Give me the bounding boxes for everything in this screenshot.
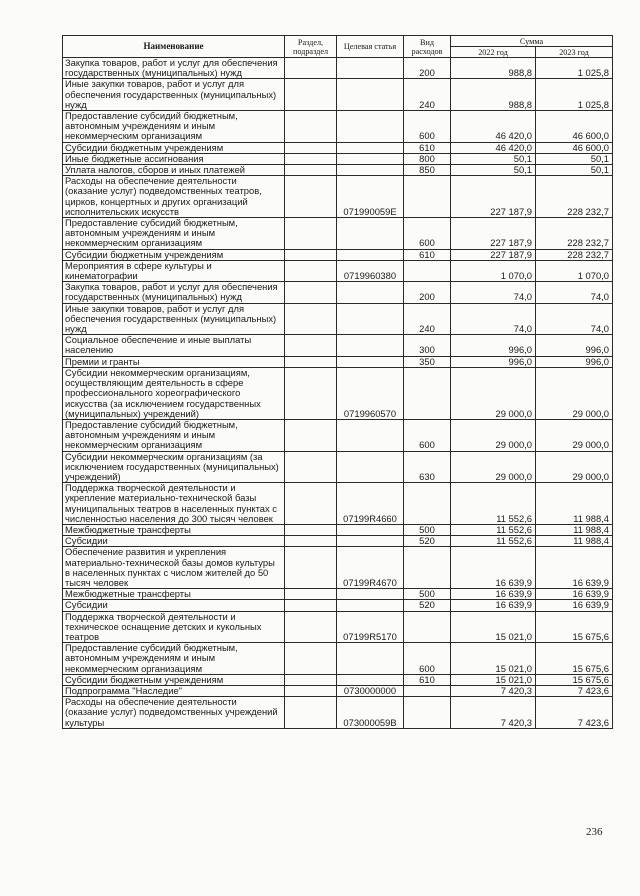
cell-sum-2023: 15 675,6 — [536, 611, 613, 643]
cell-sum-2022: 46 420,0 — [451, 111, 536, 143]
cell-section — [285, 356, 337, 367]
cell-sum-2022: 29 000,0 — [451, 419, 536, 451]
cell-sum-2022: 11 552,6 — [451, 536, 536, 547]
cell-expense-type — [404, 685, 451, 696]
cell-section — [285, 79, 337, 111]
cell-name: Межбюджетные трансферты — [63, 589, 285, 600]
cell-expense-type — [404, 483, 451, 525]
cell-expense-type — [404, 176, 451, 218]
cell-section — [285, 643, 337, 675]
table-row — [63, 111, 613, 143]
cell-section — [285, 282, 337, 303]
cell-name: Иные бюджетные ассигнования — [63, 153, 285, 164]
table-row — [63, 79, 613, 111]
table-row — [63, 142, 613, 153]
table-row — [63, 303, 613, 335]
cell-sum-2022: 996,0 — [451, 356, 536, 367]
cell-sum-2023: 1 070,0 — [536, 260, 613, 281]
cell-sum-2023: 11 988,4 — [536, 483, 613, 525]
table-row — [63, 524, 613, 535]
header-sum: Сумма — [451, 36, 613, 47]
cell-target — [337, 643, 404, 675]
cell-expense-type: 850 — [404, 165, 451, 176]
cell-section — [285, 142, 337, 153]
cell-name: Субсидии бюджетным учреждениям — [63, 249, 285, 260]
cell-expense-type: 600 — [404, 419, 451, 451]
cell-sum-2023: 228 232,7 — [536, 176, 613, 218]
cell-sum-2022: 15 021,0 — [451, 643, 536, 675]
cell-sum-2023: 16 639,9 — [536, 547, 613, 589]
cell-section — [285, 524, 337, 535]
cell-name: Социальное обеспечение и иные выплаты населению — [63, 335, 285, 356]
cell-expense-type: 610 — [404, 249, 451, 260]
cell-sum-2022: 7 420,3 — [451, 697, 536, 729]
table-row — [63, 697, 613, 729]
cell-name: Уплата налогов, сборов и иных платежей — [63, 165, 285, 176]
header-year-2023: 2023 год — [536, 47, 613, 58]
header-target: Целевая статья — [337, 36, 404, 58]
table-row — [63, 451, 613, 483]
cell-sum-2022: 11 552,6 — [451, 483, 536, 525]
cell-sum-2022: 16 639,9 — [451, 589, 536, 600]
cell-target — [337, 536, 404, 547]
cell-sum-2022: 15 021,0 — [451, 611, 536, 643]
cell-expense-type: 300 — [404, 335, 451, 356]
cell-sum-2023: 1 025,8 — [536, 79, 613, 111]
table-row — [63, 356, 613, 367]
cell-sum-2022: 46 420,0 — [451, 142, 536, 153]
cell-sum-2022: 16 639,9 — [451, 600, 536, 611]
cell-sum-2022: 50,1 — [451, 165, 536, 176]
cell-target — [337, 58, 404, 79]
cell-section — [285, 249, 337, 260]
cell-section — [285, 600, 337, 611]
cell-sum-2022: 996,0 — [451, 335, 536, 356]
cell-expense-type — [404, 260, 451, 281]
cell-expense-type: 610 — [404, 674, 451, 685]
cell-expense-type: 500 — [404, 524, 451, 535]
cell-section — [285, 685, 337, 696]
cell-target: 071990059Е — [337, 176, 404, 218]
cell-expense-type: 600 — [404, 643, 451, 675]
cell-name: Межбюджетные трансферты — [63, 524, 285, 535]
cell-expense-type: 520 — [404, 536, 451, 547]
cell-section — [285, 335, 337, 356]
cell-target — [337, 303, 404, 335]
cell-name: Мероприятия в сфере культуры и кинематографии — [63, 260, 285, 281]
table-row — [63, 611, 613, 643]
cell-section — [285, 367, 337, 419]
cell-expense-type: 630 — [404, 451, 451, 483]
cell-expense-type: 500 — [404, 589, 451, 600]
cell-target: 07199R4660 — [337, 483, 404, 525]
cell-sum-2022: 74,0 — [451, 282, 536, 303]
cell-name: Иные закупки товаров, работ и услуг для обеспечения государственных (муниципальных) нужд — [63, 303, 285, 335]
cell-section — [285, 536, 337, 547]
cell-name: Субсидии бюджетным учреждениям — [63, 674, 285, 685]
cell-expense-type: 240 — [404, 79, 451, 111]
cell-name: Субсидии — [63, 600, 285, 611]
cell-sum-2023: 15 675,6 — [536, 674, 613, 685]
table-row — [63, 260, 613, 281]
cell-target — [337, 79, 404, 111]
cell-name: Поддержка творческой деятельности и укрепление материально-технической базы муниципальных театров в населенных пунктах с численностью населения до 300 тысяч человек — [63, 483, 285, 525]
page-number: 236 — [586, 826, 603, 838]
cell-expense-type: 350 — [404, 356, 451, 367]
cell-section — [285, 697, 337, 729]
cell-sum-2023: 7 423,6 — [536, 685, 613, 696]
header-expense-type: Вид расходов — [404, 36, 451, 58]
cell-sum-2023: 996,0 — [536, 335, 613, 356]
cell-target — [337, 335, 404, 356]
header-section: Раздел, подраздел — [285, 36, 337, 58]
cell-expense-type — [404, 697, 451, 729]
cell-sum-2022: 227 187,9 — [451, 218, 536, 250]
cell-sum-2022: 988,8 — [451, 79, 536, 111]
cell-sum-2022: 15 021,0 — [451, 674, 536, 685]
cell-name: Обеспечение развития и укрепления материально-технической базы домов культуры в населенных пунктах с числом жителей до 50 тысяч человек — [63, 547, 285, 589]
cell-expense-type: 200 — [404, 282, 451, 303]
cell-name: Предоставление субсидий бюджетным, автономным учреждениям и иным некоммерческим организациям — [63, 111, 285, 143]
cell-sum-2023: 16 639,9 — [536, 600, 613, 611]
table-row — [63, 674, 613, 685]
cell-target: 07199R5170 — [337, 611, 404, 643]
cell-target — [337, 282, 404, 303]
cell-name: Иные закупки товаров, работ и услуг для обеспечения государственных (муниципальных) нужд — [63, 79, 285, 111]
cell-section — [285, 58, 337, 79]
table-row — [63, 685, 613, 696]
table-row — [63, 176, 613, 218]
cell-section — [285, 483, 337, 525]
cell-section — [285, 260, 337, 281]
table-row — [63, 589, 613, 600]
cell-sum-2022: 29 000,0 — [451, 367, 536, 419]
cell-sum-2023: 29 000,0 — [536, 367, 613, 419]
cell-expense-type: 600 — [404, 218, 451, 250]
cell-expense-type — [404, 367, 451, 419]
cell-sum-2022: 29 000,0 — [451, 451, 536, 483]
table-body — [63, 58, 613, 729]
cell-target — [337, 524, 404, 535]
cell-section — [285, 303, 337, 335]
cell-target: 0719960380 — [337, 260, 404, 281]
header-name: Наименование — [63, 36, 285, 58]
cell-target: 0719960570 — [337, 367, 404, 419]
cell-sum-2022: 11 552,6 — [451, 524, 536, 535]
cell-target — [337, 419, 404, 451]
cell-target — [337, 589, 404, 600]
cell-target: 0730000000 — [337, 685, 404, 696]
table-row — [63, 419, 613, 451]
cell-name: Расходы на обеспечение деятельности (оказание услуг) подведомственных учреждений культуры — [63, 697, 285, 729]
cell-name: Субсидии — [63, 536, 285, 547]
cell-name: Предоставление субсидий бюджетным, автономным учреждениям и иным некоммерческим организациям — [63, 643, 285, 675]
budget-table — [62, 35, 613, 729]
cell-target — [337, 142, 404, 153]
cell-name: Расходы на обеспечение деятельности (оказание услуг) подведомственных театров, цирков, концертных и других организаций исполнительских искусств — [63, 176, 285, 218]
table-row — [63, 536, 613, 547]
cell-sum-2023: 74,0 — [536, 303, 613, 335]
cell-target — [337, 249, 404, 260]
cell-sum-2023: 74,0 — [536, 282, 613, 303]
cell-target: 07199R4670 — [337, 547, 404, 589]
cell-section — [285, 547, 337, 589]
table-row — [63, 547, 613, 589]
cell-section — [285, 419, 337, 451]
cell-sum-2023: 15 675,6 — [536, 643, 613, 675]
cell-name: Предоставление субсидий бюджетным, автономным учреждениям и иным некоммерческим организациям — [63, 218, 285, 250]
cell-expense-type: 600 — [404, 111, 451, 143]
cell-expense-type: 520 — [404, 600, 451, 611]
cell-target — [337, 674, 404, 685]
cell-section — [285, 153, 337, 164]
cell-name: Закупка товаров, работ и услуг для обеспечения государственных (муниципальных) нужд — [63, 58, 285, 79]
cell-target — [337, 356, 404, 367]
cell-target — [337, 218, 404, 250]
table-row — [63, 600, 613, 611]
cell-name: Предоставление субсидий бюджетным, автономным учреждениям и иным некоммерческим организациям — [63, 419, 285, 451]
cell-section — [285, 451, 337, 483]
cell-sum-2023: 11 988,4 — [536, 536, 613, 547]
cell-sum-2023: 16 639,9 — [536, 589, 613, 600]
cell-sum-2023: 228 232,7 — [536, 249, 613, 260]
cell-sum-2023: 11 988,4 — [536, 524, 613, 535]
cell-sum-2022: 227 187,9 — [451, 176, 536, 218]
cell-name: Премии и гранты — [63, 356, 285, 367]
cell-sum-2023: 228 232,7 — [536, 218, 613, 250]
cell-sum-2023: 29 000,0 — [536, 451, 613, 483]
cell-sum-2022: 16 639,9 — [451, 547, 536, 589]
cell-sum-2023: 7 423,6 — [536, 697, 613, 729]
table-row — [63, 153, 613, 164]
table-row — [63, 58, 613, 79]
cell-section — [285, 165, 337, 176]
cell-sum-2023: 50,1 — [536, 153, 613, 164]
cell-target — [337, 165, 404, 176]
cell-name: Подпрограмма "Наследие" — [63, 685, 285, 696]
cell-sum-2023: 46 600,0 — [536, 142, 613, 153]
cell-sum-2023: 996,0 — [536, 356, 613, 367]
cell-expense-type: 200 — [404, 58, 451, 79]
table-row — [63, 483, 613, 525]
cell-sum-2022: 988,8 — [451, 58, 536, 79]
cell-expense-type: 240 — [404, 303, 451, 335]
table-row — [63, 282, 613, 303]
table-row — [63, 249, 613, 260]
table-row — [63, 367, 613, 419]
cell-expense-type: 610 — [404, 142, 451, 153]
cell-name: Субсидии некоммерческим организациям (за исключением государственных (муниципальных) учреждений) — [63, 451, 285, 483]
cell-sum-2023: 1 025,8 — [536, 58, 613, 79]
cell-target — [337, 111, 404, 143]
cell-section — [285, 589, 337, 600]
cell-name: Субсидии некоммерческим организациям, осуществляющим деятельность в сфере профессионального хореографического искусства (за исключением государственных (муниципальных) учреждений) — [63, 367, 285, 419]
cell-expense-type — [404, 547, 451, 589]
cell-section — [285, 176, 337, 218]
cell-name: Поддержка творческой деятельности и техническое оснащение детских и кукольных театров — [63, 611, 285, 643]
cell-expense-type — [404, 611, 451, 643]
cell-sum-2023: 50,1 — [536, 165, 613, 176]
cell-section — [285, 611, 337, 643]
cell-expense-type: 800 — [404, 153, 451, 164]
cell-target — [337, 153, 404, 164]
cell-sum-2023: 46 600,0 — [536, 111, 613, 143]
cell-sum-2022: 74,0 — [451, 303, 536, 335]
cell-section — [285, 674, 337, 685]
cell-sum-2022: 227 187,9 — [451, 249, 536, 260]
cell-sum-2022: 7 420,3 — [451, 685, 536, 696]
cell-target — [337, 451, 404, 483]
table-row — [63, 643, 613, 675]
cell-name: Закупка товаров, работ и услуг для обеспечения государственных (муниципальных) нужд — [63, 282, 285, 303]
cell-target: 073000059В — [337, 697, 404, 729]
cell-section — [285, 111, 337, 143]
cell-sum-2022: 1 070,0 — [451, 260, 536, 281]
table-row — [63, 218, 613, 250]
cell-target — [337, 600, 404, 611]
table-row — [63, 335, 613, 356]
table-row — [63, 165, 613, 176]
header-year-2022: 2022 год — [451, 47, 536, 58]
cell-section — [285, 218, 337, 250]
cell-name: Субсидии бюджетным учреждениям — [63, 142, 285, 153]
cell-sum-2023: 29 000,0 — [536, 419, 613, 451]
cell-sum-2022: 50,1 — [451, 153, 536, 164]
